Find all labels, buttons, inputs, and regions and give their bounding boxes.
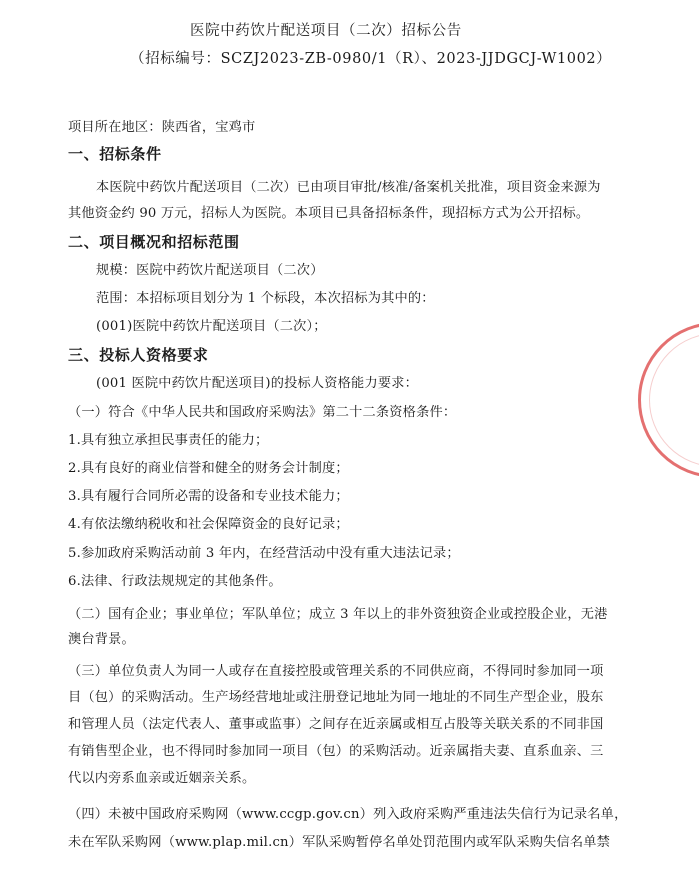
qualification-item: 3.具有履行合同所必需的设备和专业技术能力； (68, 489, 349, 504)
qualification-sub4-line-1: （四）未被中国政府采购网（www.ccgp.gov.cn）列入政府采购严重违法失信行为记录名单， (68, 807, 628, 822)
document-title: 医院中药饮片配送项目（二次）招标公告 (190, 23, 462, 39)
qualification-sub3-line: 目（包）的采购活动。生产场经营地址或注册登记地址为同一地址的不同生产型企业，股东 (68, 690, 604, 705)
qualification-item: 5.参加政府采购活动前 3 年内，在经营活动中没有重大违法记录； (68, 546, 460, 561)
qualification-sub4-line-2: 未在军队采购网（www.plap.mil.cn）军队采购暂停名单处罚范围内或军队采购失信名单禁 (68, 835, 611, 850)
qualification-sub1: （一）符合《中华人民共和国政府采购法》第二十二条资格条件： (68, 405, 457, 420)
qualification-item: 1.具有独立承担民事责任的能力； (68, 433, 269, 448)
qualification-sub2-line-1: （二）国有企业；事业单位；军队单位；成立 3 年以上的非外资独资企业或控股企业，无港 (68, 607, 608, 622)
qualification-intro: (001 医院中药饮片配送项目)的投标人资格能力要求： (96, 376, 418, 391)
qualification-sub3-line: 和管理人员（法定代表人、董事或监事）之间存在近亲属或相互占股等关联关系的不同非国 (68, 717, 604, 732)
qualification-sub2-line-2: 澳台背景。 (68, 632, 135, 647)
qualification-sub3-line: 代以内旁系血亲或近姻亲关系。 (68, 771, 256, 786)
qualification-item: 2.具有良好的商业信誉和健全的财务会计制度； (68, 461, 349, 476)
tender-conditions-text-line-2: 其他资金约 90 万元，招标人为医院。本项目已具备招标条件，现招标方式为公开招标。 (68, 206, 590, 221)
qualification-item: 4.有依法缴纳税收和社会保障资金的良好记录； (68, 517, 349, 532)
project-scale: 规模：医院中药饮片配送项目（二次） (96, 263, 324, 278)
section-heading-bidder-qualifications: 三、投标人资格要求 (68, 346, 209, 364)
official-seal-stamp (638, 322, 699, 478)
project-region: 项目所在地区：陕西省，宝鸡市 (68, 120, 256, 135)
qualification-sub3-line: （三）单位负责人为同一人或存在直接控股或管理关系的不同供应商，不得同时参加同一项 (68, 664, 604, 679)
qualification-item: 6.法律、行政法规规定的其他条件。 (68, 574, 282, 589)
tender-number: （招标编号：SCZJ2023-ZB-0980/1（R）、2023-JJDGCJ-W1002） (130, 51, 612, 67)
seal-inner-ring (649, 333, 699, 467)
project-lot: (001)医院中药饮片配送项目（二次）； (96, 319, 327, 334)
tender-conditions-text-line-1: 本医院中药饮片配送项目（二次）已由项目审批/核准/备案机关批准，项目资金来源为 (96, 180, 601, 195)
section-heading-project-overview: 二、项目概况和招标范围 (68, 233, 240, 251)
project-scope: 范围：本招标项目划分为 1 个标段，本次招标为其中的： (96, 291, 435, 306)
section-heading-tender-conditions: 一、招标条件 (68, 145, 162, 163)
qualification-sub3-line: 有销售型企业，也不得同时参加同一项目（包）的采购活动。近亲属指夫妻、直系血亲、三 (68, 744, 604, 759)
